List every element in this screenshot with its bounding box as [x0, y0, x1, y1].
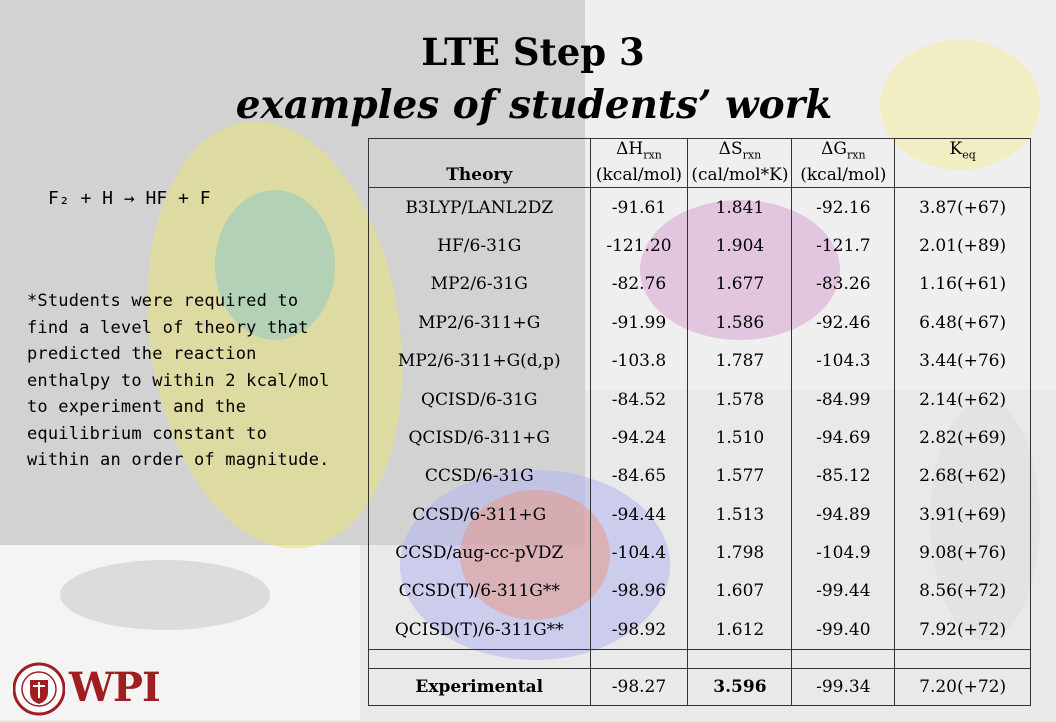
slide-subtitle: examples of students’ work	[235, 82, 833, 128]
free-energy-cell: -121.7	[792, 227, 895, 265]
table-row	[369, 304, 1031, 342]
theory-cell: B3LYP/LANL2DZ	[369, 188, 591, 227]
entropy-cell: 1.612	[688, 611, 792, 650]
table-row	[369, 419, 1031, 457]
entropy-cell: 1.578	[688, 380, 792, 418]
spacer-cell	[688, 650, 792, 669]
enthalpy-cell: -104.4	[590, 534, 688, 572]
entropy-cell: 1.798	[688, 534, 792, 572]
spacer-cell	[590, 650, 688, 669]
keq-cell: 2.01(+89)	[895, 227, 1031, 265]
experimental-keq: 7.20(+72)	[895, 669, 1031, 706]
table-spacer-row	[369, 650, 1031, 669]
entropy-cell: 1.904	[688, 227, 792, 265]
table-row	[369, 265, 1031, 303]
table-row	[369, 611, 1031, 650]
table-row	[369, 342, 1031, 380]
theory-cell: CCSD/6-31G	[369, 457, 591, 495]
enthalpy-cell: -98.92	[590, 611, 688, 650]
table-header-row	[369, 139, 1031, 188]
theory-cell: MP2/6-311+G	[369, 304, 591, 342]
keq-cell: 8.56(+72)	[895, 572, 1031, 610]
enthalpy-cell: -103.8	[590, 342, 688, 380]
free-energy-cell: -92.16	[792, 188, 895, 227]
keq-cell: 9.08(+76)	[895, 534, 1031, 572]
keq-cell: 3.44(+76)	[895, 342, 1031, 380]
free-energy-cell: -94.89	[792, 496, 895, 534]
theory-cell: HF/6-31G	[369, 227, 591, 265]
experimental-entropy: 3.596	[688, 669, 792, 706]
enthalpy-cell: -121.20	[590, 227, 688, 265]
table-row	[369, 496, 1031, 534]
experimental-free-energy: -99.34	[792, 669, 895, 706]
enthalpy-cell: -84.65	[590, 457, 688, 495]
enthalpy-cell: -91.99	[590, 304, 688, 342]
table-row	[369, 227, 1031, 265]
results-table	[368, 138, 1031, 706]
free-energy-cell: -85.12	[792, 457, 895, 495]
header-free-energy-sub: rxn	[846, 148, 866, 162]
enthalpy-cell: -84.52	[590, 380, 688, 418]
header-entropy	[688, 139, 792, 188]
header-enthalpy-symbol: ΔH	[616, 139, 644, 159]
keq-cell: 2.14(+62)	[895, 380, 1031, 418]
table-row	[369, 534, 1031, 572]
keq-cell: 7.92(+72)	[895, 611, 1031, 650]
table-row	[369, 380, 1031, 418]
free-energy-cell: -84.99	[792, 380, 895, 418]
header-keq-sub: eq	[962, 148, 976, 162]
experimental-enthalpy: -98.27	[590, 669, 688, 706]
entropy-cell: 1.841	[688, 188, 792, 227]
reaction-equation: F₂ + H → HF + F	[48, 188, 211, 209]
molecule-model-image	[60, 560, 270, 630]
theory-cell: QCISD/6-31G	[369, 380, 591, 418]
entropy-cell: 1.787	[688, 342, 792, 380]
theory-cell: CCSD/aug-cc-pVDZ	[369, 534, 591, 572]
entropy-cell: 1.510	[688, 419, 792, 457]
header-theory: Theory	[369, 139, 591, 188]
table-row	[369, 188, 1031, 227]
enthalpy-cell: -94.44	[590, 496, 688, 534]
header-enthalpy-unit: (kcal/mol)	[595, 165, 683, 186]
entropy-cell: 1.577	[688, 457, 792, 495]
free-energy-cell: -99.40	[792, 611, 895, 650]
enthalpy-cell: -91.61	[590, 188, 688, 227]
enthalpy-cell: -82.76	[590, 265, 688, 303]
header-free-energy-symbol: ΔG	[821, 139, 847, 159]
theory-cell: QCISD(T)/6-311G**	[369, 611, 591, 650]
slide-title: LTE Step 3	[421, 30, 645, 74]
enthalpy-cell: -94.24	[590, 419, 688, 457]
entropy-cell: 1.607	[688, 572, 792, 610]
keq-cell: 3.87(+67)	[895, 188, 1031, 227]
header-keq	[895, 139, 1031, 188]
wpi-logo	[13, 660, 160, 720]
header-enthalpy	[590, 139, 688, 188]
header-free-energy	[792, 139, 895, 188]
free-energy-cell: -92.46	[792, 304, 895, 342]
header-entropy-sub: rxn	[742, 148, 762, 162]
keq-cell: 3.91(+69)	[895, 496, 1031, 534]
theory-cell: CCSD(T)/6-311G**	[369, 572, 591, 610]
experimental-label: Experimental	[369, 669, 591, 706]
keq-cell: 2.68(+62)	[895, 457, 1031, 495]
spacer-cell	[895, 650, 1031, 669]
spacer-cell	[792, 650, 895, 669]
entropy-cell: 1.586	[688, 304, 792, 342]
entropy-cell: 1.513	[688, 496, 792, 534]
keq-cell: 6.48(+67)	[895, 304, 1031, 342]
header-free-energy-unit: (kcal/mol)	[800, 165, 887, 186]
enthalpy-cell: -98.96	[590, 572, 688, 610]
free-energy-cell: -94.69	[792, 419, 895, 457]
wpi-seal-icon	[13, 660, 65, 718]
table-row	[369, 572, 1031, 610]
experimental-row	[369, 669, 1031, 706]
header-entropy-symbol: ΔS	[718, 139, 743, 159]
header-entropy-unit: (cal/mol*K)	[691, 165, 789, 186]
free-energy-cell: -99.44	[792, 572, 895, 610]
header-keq-symbol: K	[949, 139, 963, 159]
theory-cell: CCSD/6-311+G	[369, 496, 591, 534]
free-energy-cell: -104.3	[792, 342, 895, 380]
keq-cell: 1.16(+61)	[895, 265, 1031, 303]
table-row	[369, 457, 1031, 495]
header-enthalpy-sub: rxn	[643, 148, 662, 162]
free-energy-cell: -104.9	[792, 534, 895, 572]
theory-cell: MP2/6-31G	[369, 265, 591, 303]
free-energy-cell: -83.26	[792, 265, 895, 303]
assignment-note: *Students were required to find a level of theory that predicted the reaction enthalpy to within 2 kcal/mol to experiment and the equilibrium constant to within an order of magnitude.	[27, 291, 330, 470]
theory-cell: MP2/6-311+G(d,p)	[369, 342, 591, 380]
spacer-cell	[369, 650, 591, 669]
keq-cell: 2.82(+69)	[895, 419, 1031, 457]
theory-cell: QCISD/6-311+G	[369, 419, 591, 457]
entropy-cell: 1.677	[688, 265, 792, 303]
wpi-logo-text: WPI	[69, 664, 160, 711]
